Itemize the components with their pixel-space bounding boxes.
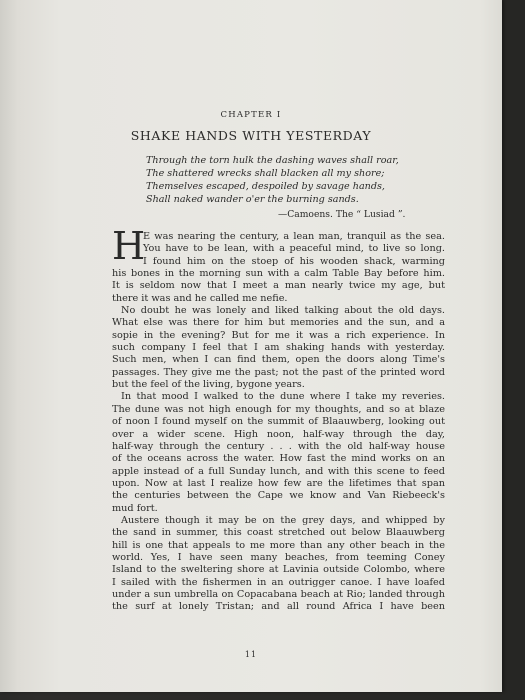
epigraph	[146, 154, 446, 206]
body-line: his bones in the morning sun with a calm Table Bay before him.	[112, 268, 445, 280]
body-line: the surf at lonely Tristan; and all round Africa I have been	[112, 601, 445, 613]
chapter-title: SHAKE HANDS WITH YESTERDAY	[130, 128, 372, 143]
body-line: Such men, when I can find them, open the doors along Time's	[112, 354, 445, 366]
body-line: of noon I found myself on the summit of Blaauwberg, looking out	[112, 416, 445, 428]
body-line: passages. They give me the past; not the past of the printed word	[112, 366, 445, 378]
body-line: I sailed with the fishermen in an outrigger canoe. I have loafed	[112, 576, 445, 588]
epigraph-line: The shattered wrecks shall blacken all my shore;	[146, 168, 385, 179]
body-line: The dune was not high enough for my thoughts, and so at blaze	[112, 403, 445, 415]
body-line: over a wider scene. High noon, half-way through the day,	[112, 428, 445, 440]
body-line: It is seldom now that I meet a man nearly twice my age, but	[112, 280, 445, 292]
page-number: 11	[244, 650, 258, 659]
body-line: such company I feel that I am shaking hands with yesterday.	[112, 342, 445, 354]
epigraph-attribution: —Camoens. The “ Lusiad ”.	[278, 209, 406, 220]
chapter-label: CHAPTER I	[220, 110, 282, 120]
body-line: You have to be lean, with a peaceful mind, to live so long.	[143, 243, 445, 255]
body-line: under a sun umbrella on Copacabana beach at Rio; landed through	[112, 588, 445, 600]
body-line: there it was and he called me nefie.	[112, 292, 288, 304]
body-line: half-way through the century . . . with the old half-way house	[112, 440, 445, 452]
epigraph-line: Shall naked wander o'er the burning sands.	[146, 194, 359, 205]
body-line: of the oceans across the water. How fast the mind works on an	[112, 453, 445, 465]
body-line: world. Yes, I have seen many beaches, from teeming Coney	[112, 551, 445, 563]
body-line: No doubt he was lonely and liked talking about the old days.	[121, 305, 445, 317]
body-line: the centuries between the Cape we know and Van Riebeeck's	[112, 490, 445, 502]
body-line: upon. Now at last I realize how few are the lifetimes that span	[112, 477, 445, 489]
body-line: mud fort.	[112, 502, 158, 514]
body-line: Austere though it may be on the grey days, and whipped by	[121, 514, 445, 526]
body-text	[112, 224, 445, 614]
body-line: E was nearing the century, a lean man, tranquil as the sea.	[143, 231, 445, 242]
body-line: hill is one that appeals to me more than any other beach in the	[112, 539, 445, 551]
body-line: What else was there for him but memories and the sun, and a	[112, 317, 445, 329]
drop-cap: H	[112, 224, 146, 268]
body-line: Island to the sweltering shore at Lavinia outside Colombo, where	[112, 564, 445, 576]
body-line: I found him on the stoep of his wooden shack, warming	[143, 255, 445, 267]
body-line: but the feel of the living, bygone years.	[112, 379, 305, 391]
body-line: the sand in summer, this coast stretched out below Blaauwberg	[112, 527, 445, 539]
epigraph-line: Themselves escaped, despoiled by savage hands,	[146, 181, 385, 192]
body-line: sopie in the evening? But for me it was a rich experience. In	[112, 329, 445, 341]
body-line: apple instead of a full Sunday lunch, and with this scene to feed	[112, 465, 445, 477]
epigraph-line: Through the torn hulk the dashing waves shall roar,	[146, 155, 399, 166]
body-line: In that mood I walked to the dune where I take my reveries.	[121, 391, 445, 403]
